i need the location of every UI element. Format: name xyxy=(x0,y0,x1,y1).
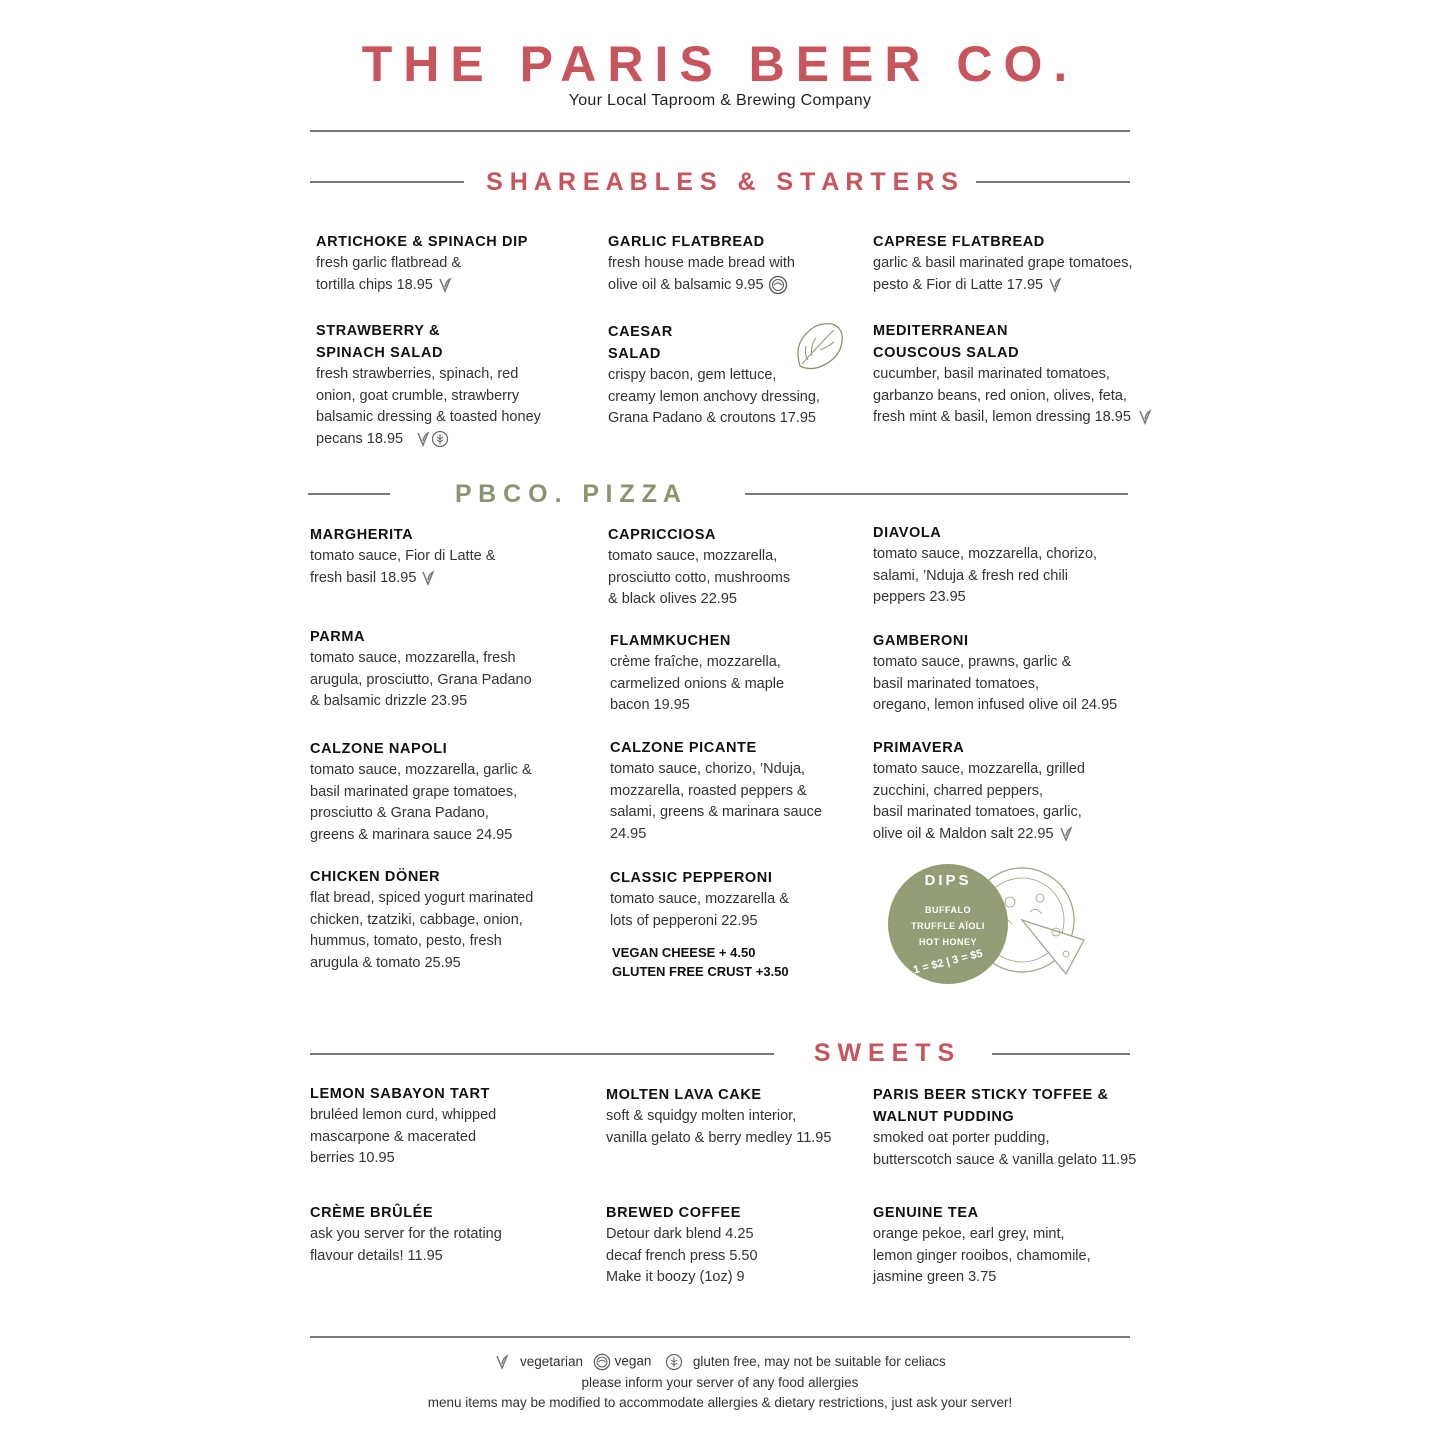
section-title-pizza: P B C O . P I Z Z A xyxy=(455,480,681,508)
item-desc: mascarpone & macerated xyxy=(310,1128,477,1145)
header-divider xyxy=(310,130,1130,132)
item-name-line2: WALNUT PUDDING xyxy=(873,1109,1015,1125)
item-desc: tomato sauce, Fior di Latte & xyxy=(310,548,496,564)
item-desc: fresh house made bread with xyxy=(608,255,795,271)
item-desc: pecans 18.95 xyxy=(316,430,404,447)
item-desc: crème fraîche, mozzarella, xyxy=(610,654,781,670)
item-desc: Detour dark blend 4.25 xyxy=(606,1226,754,1242)
menu-item-garlic-flatbread xyxy=(608,231,878,296)
menu-item-primavera xyxy=(873,737,1143,845)
item-desc: tomato sauce, mozzarella, fresh xyxy=(310,650,516,666)
item-desc: cucumber, basil marinated tomatoes, xyxy=(873,366,1110,382)
section-rule-right xyxy=(976,181,1130,183)
menu-item-chicken-doner xyxy=(310,866,580,974)
item-desc: salami, greens & marinara sauce xyxy=(610,804,822,820)
item-desc: 24.95 xyxy=(610,825,647,842)
section-rule-right xyxy=(992,1053,1130,1055)
item-name: CAPRICCIOSA xyxy=(608,527,717,543)
item-desc: vanilla gelato & berry medley 11.95 xyxy=(606,1129,832,1146)
item-desc: tomato sauce, mozzarella, grilled xyxy=(873,761,1085,777)
item-desc: prosciutto cotto, mushrooms xyxy=(608,569,791,586)
item-desc: oregano, lemon infused olive oil 24.95 xyxy=(873,697,1118,713)
item-desc: prosciutto & Grana Padano, xyxy=(310,805,489,821)
item-desc: lots of pepperoni 22.95 xyxy=(610,912,758,929)
item-name: PARMA xyxy=(310,629,366,645)
item-desc: tomato sauce, chorizo, ’Nduja, xyxy=(610,761,806,777)
menu-item-lava-cake xyxy=(606,1084,876,1149)
item-desc: smoked oat porter pudding, xyxy=(873,1130,1050,1146)
item-desc: arugula, prosciutto, Grana Padano xyxy=(310,671,532,688)
item-desc: salami, ’Nduja & fresh red chili xyxy=(873,567,1069,584)
item-desc: onion, goat crumble, strawberry xyxy=(316,387,520,404)
item-name: BREWED COFFEE xyxy=(606,1205,742,1221)
item-desc: tomato sauce, mozzarella, xyxy=(608,548,778,564)
menu-item-capricciosa xyxy=(608,524,878,611)
item-desc: & black olives 22.95 xyxy=(608,591,737,607)
gluten-free-icon xyxy=(431,430,449,448)
menu-item-strawberry-salad xyxy=(316,320,586,450)
item-desc: basil marinated tomatoes, xyxy=(873,675,1040,692)
menu-item-parma xyxy=(310,626,580,713)
legend-vegetarian: vegetarian xyxy=(519,1353,584,1369)
item-name: MOLTEN LAVA CAKE xyxy=(606,1087,762,1103)
leaf-icon xyxy=(420,570,436,586)
leaf-icon xyxy=(494,1354,510,1370)
item-desc: hummus, tomato, pesto, fresh xyxy=(310,933,502,949)
item-desc: zucchini, charred peppers, xyxy=(873,782,1044,799)
leaf-icon xyxy=(1047,277,1063,293)
item-desc: fresh garlic flatbread & xyxy=(316,255,462,271)
item-name: MARGHERITA xyxy=(310,527,414,543)
modification-note: menu items may be modified to accommodate allergies & dietary restrictions, just ask your server! xyxy=(427,1395,1013,1410)
menu-item-classic-pepperoni xyxy=(610,867,880,932)
menu-item-flammkuchen xyxy=(610,630,880,717)
item-desc: Grana Padano & croutons 17.95 xyxy=(608,410,816,426)
item-name: PRIMAVERA xyxy=(873,740,965,756)
lettuce-illustration xyxy=(790,316,848,374)
menu-item-calzone-picante xyxy=(610,737,880,845)
item-desc: creamy lemon anchovy dressing, xyxy=(608,388,820,405)
item-desc: basil marinated tomatoes, garlic, xyxy=(873,804,1082,820)
item-desc: peppers 23.95 xyxy=(873,589,966,605)
item-desc: arugula & tomato 25.95 xyxy=(310,954,461,971)
section-rule-right xyxy=(745,493,1128,495)
item-name: CLASSIC PEPPERONI xyxy=(610,870,773,886)
menu-item-creme-brulee xyxy=(310,1202,580,1267)
item-name: DIAVOLA xyxy=(873,525,942,541)
item-desc: berries 10.95 xyxy=(310,1150,395,1166)
item-desc: butterscotch sauce & vanilla gelato 11.95 xyxy=(873,1151,1137,1168)
gluten-free-icon xyxy=(665,1353,683,1371)
leaf-icon xyxy=(1058,826,1074,842)
dip-buffalo: BUFFALO xyxy=(925,905,971,915)
item-name: CAPRESE FLATBREAD xyxy=(873,234,1045,250)
item-name-line2: SPINACH SALAD xyxy=(316,345,444,361)
item-desc: crispy bacon, gem lettuce, xyxy=(608,367,777,383)
menu-item-artichoke-dip xyxy=(316,231,586,296)
menu-item-margherita xyxy=(310,524,580,589)
item-desc: jasmine green 3.75 xyxy=(873,1269,997,1285)
item-desc: tomato sauce, mozzarella & xyxy=(610,891,789,907)
leaf-icon xyxy=(415,431,431,447)
pizza-extras xyxy=(612,943,789,981)
item-desc: carmelized onions & maple xyxy=(610,675,785,692)
menu-item-calzone-napoli xyxy=(310,738,580,846)
dips-price: 1 = $2 | 3 = $5 xyxy=(912,947,984,977)
item-desc: lemon ginger rooibos, chamomile, xyxy=(873,1247,1091,1264)
section-rule-left xyxy=(308,493,390,495)
item-name-line2: SALAD xyxy=(608,346,661,362)
item-desc: pesto & Fior di Latte 17.95 xyxy=(873,276,1044,293)
item-name: GARLIC FLATBREAD xyxy=(608,234,765,250)
item-desc: tomato sauce, mozzarella, garlic & xyxy=(310,762,532,778)
menu-item-caprese-flatbread xyxy=(873,231,1173,296)
extra-gluten-free-crust: GLUTEN FREE CRUST +3.50 xyxy=(612,964,789,979)
item-name: CALZONE PICANTE xyxy=(610,740,757,756)
item-desc: Make it boozy (1oz) 9 xyxy=(606,1269,745,1285)
menu-item-gamberoni xyxy=(873,630,1173,717)
item-desc: fresh basil 18.95 xyxy=(310,569,417,586)
item-name: GAMBERONI xyxy=(873,633,969,649)
dips-list xyxy=(888,902,1008,950)
item-name: MEDITERRANEAN xyxy=(873,323,1009,339)
item-desc: bacon 19.95 xyxy=(610,697,690,713)
section-rule-left xyxy=(310,181,464,183)
item-name: STRAWBERRY & xyxy=(316,323,441,339)
item-desc: chicken, tzatziki, cabbage, onion, xyxy=(310,911,523,928)
item-desc: & balsamic drizzle 23.95 xyxy=(310,693,468,709)
item-desc: flat bread, spiced yogurt marinated xyxy=(310,890,534,906)
item-desc: garbanzo beans, red onion, olives, feta, xyxy=(873,387,1127,404)
item-name: GENUINE TEA xyxy=(873,1205,979,1221)
section-title-sweets: S W E E T S xyxy=(813,1039,955,1067)
item-desc: fresh strawberries, spinach, red xyxy=(316,366,519,382)
item-desc: garlic & basil marinated grape tomatoes, xyxy=(873,255,1133,271)
item-desc: olive oil & Maldon salt 22.95 xyxy=(873,825,1054,842)
menu-item-couscous-salad xyxy=(873,320,1173,429)
item-desc: basil marinated grape tomatoes, xyxy=(310,783,518,800)
item-name: PARIS BEER STICKY TOFFEE & xyxy=(873,1087,1109,1103)
item-name: CALZONE NAPOLI xyxy=(310,741,448,757)
item-name-line2: COUSCOUS SALAD xyxy=(873,345,1020,361)
menu-item-lemon-tart xyxy=(310,1083,580,1170)
section-rule-left xyxy=(310,1053,774,1055)
dietary-legend xyxy=(0,1353,1440,1371)
item-desc: olive oil & balsamic 9.95 xyxy=(608,276,764,293)
item-desc: bruléed lemon curd, whipped xyxy=(310,1107,497,1123)
item-desc: greens & marinara sauce 24.95 xyxy=(310,826,513,843)
vegan-icon xyxy=(768,275,788,295)
item-desc: tomato sauce, prawns, garlic & xyxy=(873,654,1072,670)
menu-item-brewed-coffee xyxy=(606,1202,876,1289)
dip-hot-honey: HOT HONEY xyxy=(918,937,977,947)
tagline: Your Local Taproom & Brewing Company xyxy=(568,92,872,109)
item-name: FLAMMKUCHEN xyxy=(610,633,731,649)
dip-truffle-aioli: TRUFFLE AÏOLI xyxy=(911,921,985,931)
legend-vegan: vegan xyxy=(614,1353,652,1369)
item-desc: fresh mint & basil, lemon dressing 18.95 xyxy=(873,409,1131,425)
item-desc: soft & squidgy molten interior, xyxy=(606,1108,797,1124)
item-desc: tomato sauce, mozzarella, chorizo, xyxy=(873,546,1098,562)
item-desc: orange pekoe, earl grey, mint, xyxy=(873,1226,1065,1242)
item-name: LEMON SABAYON TART xyxy=(310,1086,490,1102)
extra-vegan-cheese: VEGAN CHEESE + 4.50 xyxy=(612,945,756,960)
brand-title: THE PARIS BEER CO. xyxy=(361,36,1079,92)
vegan-icon xyxy=(593,1353,611,1371)
item-name: CHICKEN DÖNER xyxy=(310,869,441,885)
menu-item-genuine-tea xyxy=(873,1202,1143,1289)
item-desc: decaf french press 5.50 xyxy=(606,1247,758,1264)
leaf-icon xyxy=(437,277,453,293)
dips-title: DIPS xyxy=(924,872,972,889)
item-name: CAESAR xyxy=(608,324,673,340)
leaf-icon xyxy=(1137,409,1153,425)
item-desc: ask you server for the rotating xyxy=(310,1226,502,1242)
item-desc: tortilla chips 18.95 xyxy=(316,276,433,293)
menu-item-sticky-toffee xyxy=(873,1084,1173,1171)
item-name: ARTICHOKE & SPINACH DIP xyxy=(316,234,528,250)
allergy-note: please inform your server of any food allergies xyxy=(581,1375,859,1390)
item-desc: balsamic dressing & toasted honey xyxy=(316,409,541,425)
item-desc: mozzarella, roasted peppers & xyxy=(610,782,807,799)
legend-gluten-free: gluten free, may not be suitable for celiacs xyxy=(692,1353,946,1369)
section-title-starters: S H A R E A B L E S & S T A R T E R S xyxy=(486,168,958,196)
item-name: CRÈME BRÛLÉE xyxy=(310,1205,434,1221)
item-desc: flavour details! 11.95 xyxy=(310,1247,443,1264)
menu-item-diavola xyxy=(873,522,1143,609)
footer-divider xyxy=(310,1336,1130,1338)
